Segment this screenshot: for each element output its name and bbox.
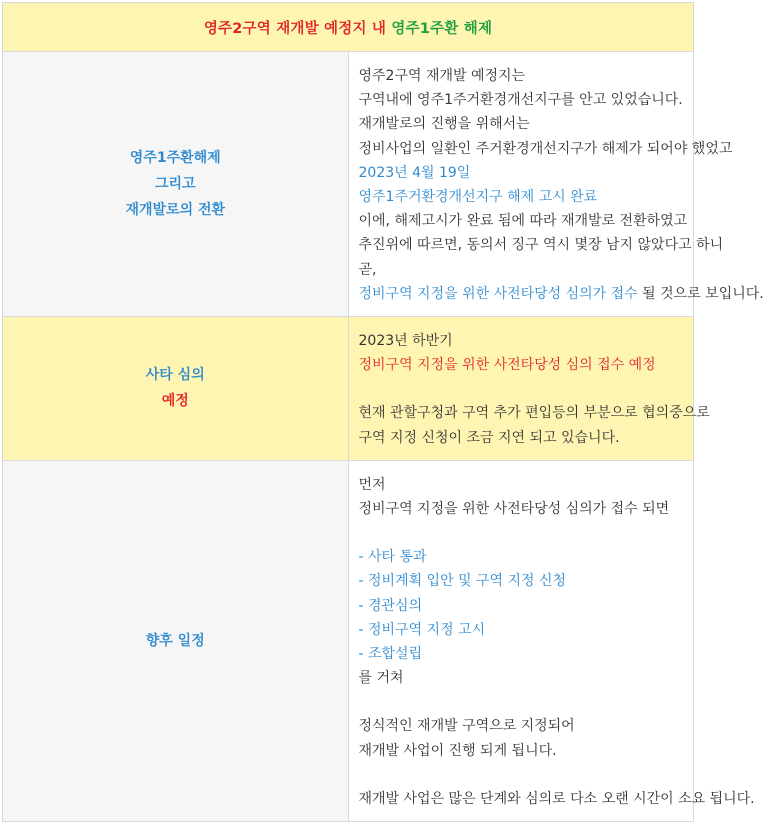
row-label-cell <box>3 317 349 461</box>
row-body-cell <box>348 460 755 821</box>
row-label-cell <box>3 460 349 821</box>
blank-line <box>359 521 684 545</box>
row-label: 재개발로의 전환 <box>125 202 226 219</box>
date-line: 2023년 4월 19일 <box>358 164 471 181</box>
row-label: 영주1주환해제 <box>129 150 221 167</box>
body-line: 현재 관할구청과 구역 추가 편입등의 부분으로 협의중으로 <box>358 405 710 422</box>
row-label-cell <box>3 52 349 317</box>
body-text: 될 것으로 보입니다. <box>637 285 764 302</box>
body-line: 재개발 사업이 진행 되게 됩니다. <box>358 742 557 759</box>
body-line: 재개발로의 진행을 위해서는 <box>358 116 530 133</box>
table-row <box>3 52 694 317</box>
highlight-text: 정비구역 지정을 위한 사전타당성 심의가 접수 <box>358 285 638 302</box>
body-line: 먼저 <box>358 476 386 493</box>
blank-line <box>359 690 684 714</box>
table-header <box>3 3 694 52</box>
step-item: - 조합설립 <box>358 646 423 663</box>
body-line: 곧, <box>358 261 377 278</box>
body-line: 정비구역 지정을 위한 사전타당성 심의가 접수 되면 <box>358 501 670 518</box>
body-line: 를 거쳐 <box>358 670 404 687</box>
row-label: 향후 일정 <box>145 632 205 649</box>
body-line: 구역내에 영주1주거환경개선지구를 안고 있었습니다. <box>358 92 683 109</box>
table-row <box>3 460 694 821</box>
row-label-highlight: 예정 <box>161 393 189 410</box>
step-item: - 정비구역 지정 고시 <box>358 621 486 638</box>
row-label: 그리고 <box>154 176 196 193</box>
body-line: 재개발 사업은 많은 단계와 심의로 다소 오랜 시간이 소요 됩니다. <box>358 790 755 807</box>
blank-line <box>359 377 684 401</box>
body-line: 영주2구역 재개발 예정지는 <box>358 68 526 84</box>
body-line: 추진위에 따르면, 동의서 징구 역시 몇장 남지 않았다고 하니 <box>358 237 724 254</box>
step-item: - 경관심의 <box>358 597 423 614</box>
step-item: - 정비계획 입안 및 구역 지정 신청 <box>358 573 567 590</box>
info-table <box>2 2 764 822</box>
body-line: 구역 지정 신청이 조금 지연 되고 있습니다. <box>358 429 620 446</box>
step-item: - 사타 통과 <box>358 549 427 566</box>
row-body-cell <box>348 52 764 317</box>
blank-line <box>359 763 684 787</box>
row-label: 사타 심의 <box>145 367 205 384</box>
body-line: 2023년 하반기 <box>358 333 453 350</box>
header-title-highlight: 영주1주환 해제 <box>391 20 493 37</box>
table-row <box>3 317 694 461</box>
body-line: 이에, 해제고시가 완료 됨에 따라 재개발로 전환하였고 <box>358 213 688 230</box>
body-line: 정비사업의 일환인 주거환경개선지구가 해제가 되어야 했었고 <box>358 140 733 157</box>
header-title-prefix: 영주2구역 재개발 예정지 내 <box>203 20 392 37</box>
body-line <box>358 282 764 306</box>
highlight-line: 정비구역 지정을 위한 사전타당성 심의 접수 예정 <box>358 357 656 374</box>
row-body-cell <box>348 317 710 461</box>
body-line: 정식적인 재개발 구역으로 지정되어 <box>358 718 575 735</box>
notice-line: 영주1주거환경개선지구 해제 고시 완료 <box>358 189 598 206</box>
